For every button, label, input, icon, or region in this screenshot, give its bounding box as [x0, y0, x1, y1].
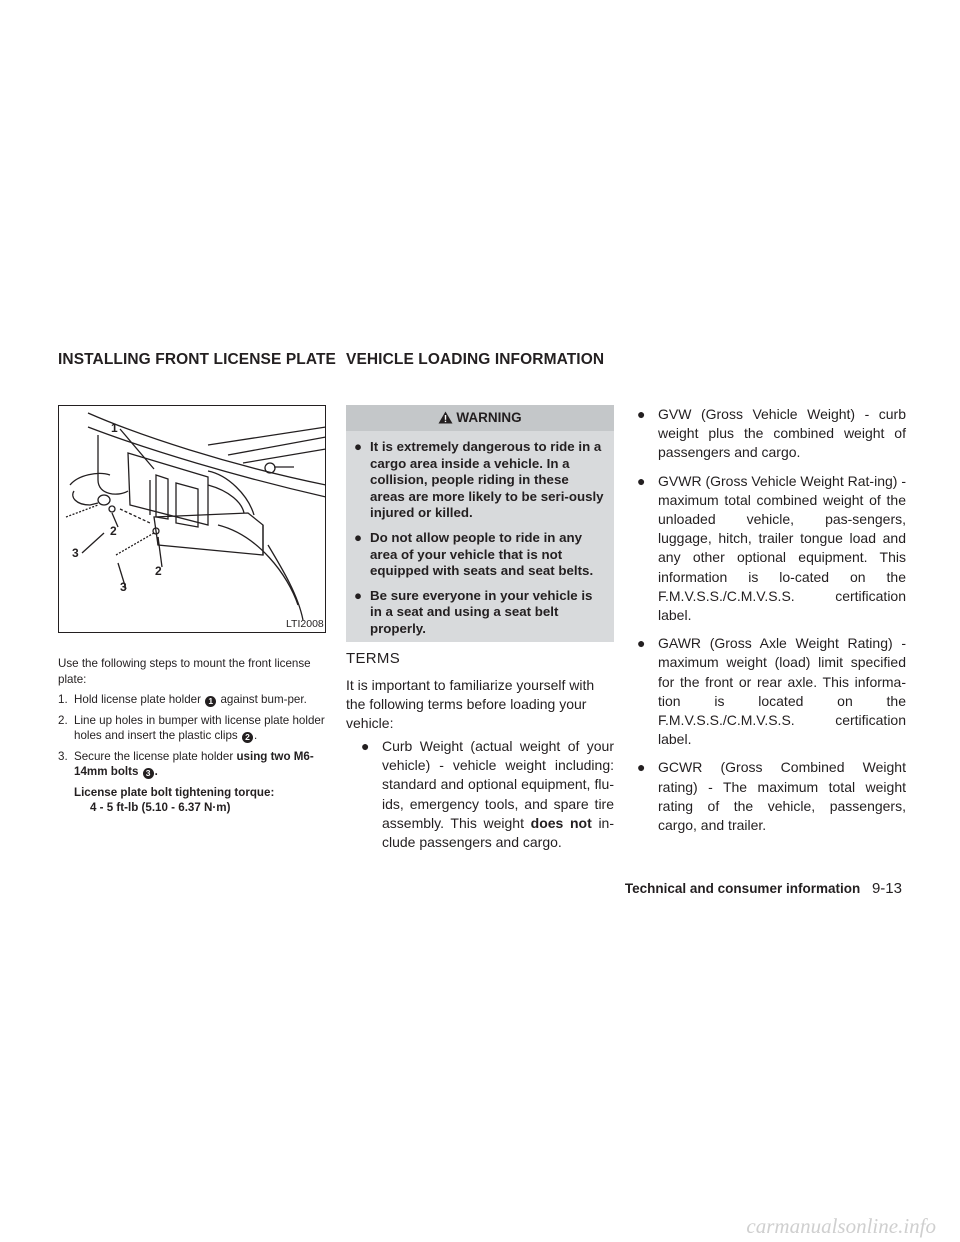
term-item — [634, 472, 906, 626]
license-steps — [58, 692, 326, 816]
callout-3b: 3 — [120, 580, 127, 594]
step-2 — [58, 713, 326, 744]
warning-text: Do not allow people to ride in any area of your vehicle that is not equipped with seats and seat belts. — [370, 529, 594, 579]
callout-2a: 2 — [110, 524, 117, 538]
term-item — [634, 405, 906, 463]
term-item — [358, 737, 614, 852]
step-text: Line up holes in bumper with license plate holder holes and insert the plastic clips — [74, 713, 325, 742]
term-text: GCWR (Gross Combined Weight rating) - The maximum total weight rating of the vehicle, passengers, cargo, and trailer. — [658, 759, 906, 834]
callout-circle: 2 — [242, 732, 253, 743]
step-number: 1. — [58, 693, 68, 706]
term-text-end: in-clude passengers and cargo. — [382, 814, 614, 851]
step-text: Secure the license plate holder — [74, 749, 234, 763]
torque-spec — [58, 785, 326, 816]
page-number: 9-13 — [871, 880, 902, 897]
callout-2b: 2 — [155, 564, 162, 578]
warning-item — [346, 439, 614, 522]
step-bold-text: using two M6-14mm bolts — [74, 749, 314, 778]
terms-heading: TERMS — [346, 650, 400, 667]
step-text-end: against bum-per. — [220, 693, 307, 706]
license-intro: Use the following steps to mount the front license plate: — [58, 657, 311, 686]
callout-1: 1 — [111, 421, 118, 435]
term-bold-text: does not — [530, 814, 592, 831]
section-heading-license-plate: INSTALLING FRONT LICENSE PLATE — [58, 351, 336, 368]
callout-circle: 3 — [143, 768, 154, 779]
callout-circle: 1 — [205, 696, 216, 707]
terms-intro: It is important to familiarize yourself with the following terms before loading your vehicle: — [346, 677, 595, 732]
bullet-icon: ● — [361, 738, 370, 754]
bullet-icon: ● — [637, 635, 646, 652]
bullet-icon: ● — [354, 439, 363, 454]
bullet-icon: ● — [354, 587, 363, 603]
term-item — [634, 634, 906, 749]
terms-list — [634, 405, 906, 844]
callout-3a: 3 — [72, 546, 79, 560]
figure-label: LTI2008 — [286, 618, 324, 630]
warning-item — [346, 588, 614, 638]
warning-box — [346, 405, 614, 642]
bullet-icon: ● — [637, 759, 646, 776]
warning-title: WARNING — [456, 410, 522, 425]
footer-title: Technical and consumer information — [624, 881, 861, 896]
bullet-icon: ● — [637, 406, 646, 422]
warning-item — [346, 530, 614, 580]
term-text: GVWR (Gross Vehicle Weight Rat-ing) - maximum total combined weight of the unloaded vehicle, pas-sengers, luggage, hitch, trailer tongue load and any other optional equipment. This information is lo-cated on the F.M.V.S.S./C.M.V.S.S. certification label. — [658, 472, 906, 624]
term-item — [634, 758, 906, 835]
step-1 — [58, 692, 326, 708]
step-text-end: . — [154, 765, 158, 778]
step-3 — [58, 749, 326, 780]
warning-text: It is extremely dangerous to ride in a cargo area inside a vehicle. In a collision, people riding in these areas are more likely to be seri-ously injured or killed. — [370, 439, 604, 521]
term-text: Curb Weight (actual weight of your vehicle) - vehicle weight including: standard and optional equipment, flu-ids, emergency tools, and spare tire assembly. This weight — [382, 738, 614, 831]
bullet-icon: ● — [354, 529, 363, 545]
step-number: 3. — [58, 749, 68, 763]
torque-label: License plate bolt tightening torque: — [74, 785, 275, 799]
term-text: GAWR (Gross Axle Weight Rating) - maximum weight (load) limit specified for the front or rear axle. This informa-tion is located on the F.M.V.S.S./C.M.V.S.S. certification label. — [658, 635, 906, 748]
step-text-end: . — [253, 729, 258, 742]
bullet-icon: ● — [637, 472, 646, 489]
curb-weight-definition — [346, 737, 614, 861]
warning-triangle-icon — [438, 407, 453, 433]
page-footer — [625, 880, 902, 897]
step-number: 2. — [58, 713, 68, 727]
watermark-bar — [0, 1208, 960, 1242]
torque-value: 4 - 5 ft-lb (5.10 - 6.37 N·m) — [90, 801, 231, 814]
step-text: Hold license plate holder — [74, 693, 201, 706]
watermark-text: carmanualsonline.info — [746, 1214, 936, 1238]
warning-text: Be sure everyone in your vehicle is in a seat and using a seat belt properly. — [370, 587, 593, 636]
license-plate-illustration — [58, 405, 326, 633]
section-heading-vehicle-loading: VEHICLE LOADING INFORMATION — [346, 351, 605, 368]
term-text: GVW (Gross Vehicle Weight) - curb weight plus the combined weight of passengers and cargo. — [658, 406, 906, 461]
warning-header — [346, 405, 614, 431]
